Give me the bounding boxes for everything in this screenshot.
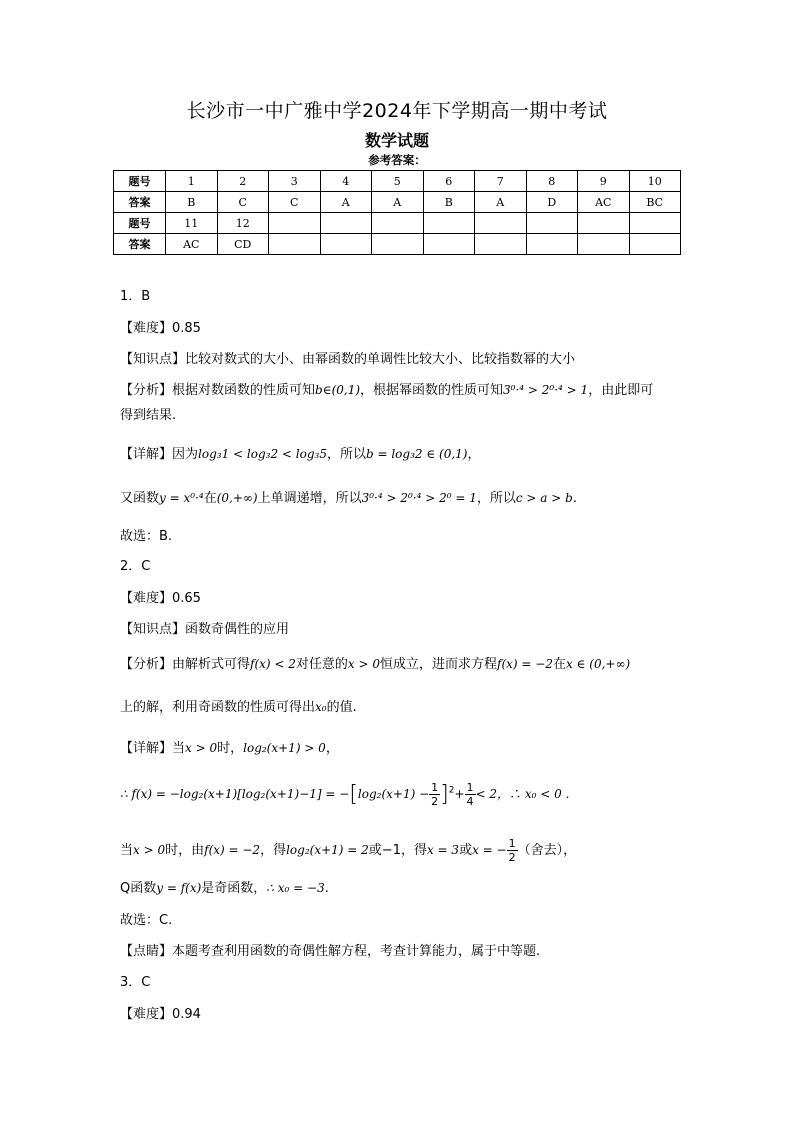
- q2-analysis-math-5: x₀: [315, 700, 327, 714]
- table-cell: 11: [166, 213, 218, 234]
- q2-line3-frac-den: 2: [508, 851, 516, 864]
- table-cell: 3: [269, 171, 321, 192]
- exam-subtitle: 数学试题: [364, 131, 429, 150]
- table-cell: 9: [578, 171, 630, 192]
- q2-eq-quarter-den: 4: [466, 795, 474, 808]
- reference-answers-label: 参考答案：: [368, 153, 426, 167]
- table-cell: C: [217, 192, 269, 213]
- q2-detail-math-2: log₂(x+1) > 0: [243, 741, 326, 755]
- q2-line3-math-5: x = −: [472, 843, 507, 857]
- table-row: [114, 192, 681, 213]
- q1-difficulty: 【难度】0.85: [120, 321, 201, 336]
- q1-detail2-math-1: y = x⁰·⁴: [159, 491, 204, 505]
- q3-difficulty: 【难度】0.94: [120, 1007, 201, 1022]
- q2-detail: [120, 737, 339, 756]
- table-cell: [629, 213, 681, 234]
- table-cell: [320, 213, 372, 234]
- q1-detail2-math-3: 3⁰·⁴ > 2⁰·⁴ > 2⁰ = 1: [361, 491, 477, 505]
- answer-table: [113, 170, 681, 255]
- q2-eq-quarter-num: 1: [466, 781, 474, 794]
- q2-eq-half-num: 1: [431, 781, 439, 794]
- q2-line4-text-c: .: [324, 881, 329, 896]
- q2-difficulty: 【难度】0.65: [120, 591, 201, 606]
- q2-analysis-math-1: f(x) < 2: [250, 657, 296, 671]
- q1-detail2-text-d: ，所以: [476, 491, 516, 506]
- q2-analysis-cont: [120, 696, 357, 715]
- q1-detail-text-b: ，所以: [326, 447, 366, 462]
- right-bracket-icon: ]: [440, 782, 449, 807]
- q1-analysis-text-c: ，由此即可: [588, 383, 654, 398]
- q2-eq-square: 2: [448, 785, 455, 796]
- q2-line4-math-2: ∴ x₀ = −3: [266, 881, 325, 895]
- table-cell: 10: [629, 171, 681, 192]
- table-row: [114, 213, 681, 234]
- exam-title: 长沙市一中广雅中学2024年下学期高一期中考试: [186, 100, 608, 122]
- q2-detail-math-1: x > 0: [185, 741, 218, 755]
- table-row-header: 题号: [114, 171, 166, 192]
- table-row: [114, 171, 681, 192]
- q2-eq-part-a: ∴ f(x) = −log₂(x+1)[log₂(x+1)−1] = −: [120, 787, 350, 801]
- q2-analysis-text-a: 【分析】由解析式可得: [120, 657, 251, 672]
- table-cell: CD: [217, 234, 269, 255]
- q2-choose: 故选：C.: [120, 913, 173, 928]
- q1-detail2-text-a: 又函数: [120, 491, 160, 506]
- q2-eq-quarter-fraction: [465, 781, 476, 808]
- q1-detail2-math-4: c > a > b: [515, 491, 573, 505]
- table-cell: AC: [166, 234, 218, 255]
- q1-detail-text-a: 【详解】因为: [120, 447, 199, 462]
- q1-analysis-text-a: 【分析】根据对数函数的性质可知: [120, 383, 316, 398]
- q2-analysis-math-2: x > 0: [347, 657, 381, 671]
- q1-analysis-math-2: 3⁰·⁴ > 2⁰·⁴ > 1: [503, 383, 589, 397]
- table-cell: [578, 234, 630, 255]
- q2-line3-fraction: [507, 837, 518, 864]
- q2-eq-part-d: < 2，∴ x₀ < 0 .: [475, 787, 570, 801]
- q2-knowledge: 【知识点】函数奇偶性的应用: [120, 622, 290, 637]
- table-cell: A: [475, 192, 527, 213]
- q2-analysis-math-4: x ∈ (0,+∞): [566, 657, 631, 671]
- table-cell: [320, 234, 372, 255]
- table-cell: 1: [166, 171, 218, 192]
- q2-analysis-text-f: 的值.: [326, 700, 357, 715]
- q2-eq-half-fraction: [429, 781, 440, 808]
- q2-detail-text-c: ，: [325, 741, 339, 756]
- q1-detail-math-1: log₃1 < log₃2 < log₃5: [198, 447, 327, 461]
- q2-line4-math-1: y = f(x): [156, 881, 202, 895]
- q2-line4-text-a: Q函数: [120, 881, 157, 896]
- q2-line3-math-2: f(x) = −2: [204, 843, 261, 857]
- table-cell: [269, 213, 321, 234]
- table-cell: [578, 213, 630, 234]
- table-cell: [423, 234, 475, 255]
- q1-detail2-text-c: 上单调递增，所以: [257, 491, 362, 506]
- table-row-header: 答案: [114, 192, 166, 213]
- q2-line3-text-d: 或−1，得: [368, 843, 427, 858]
- table-cell: [423, 213, 475, 234]
- q1-analysis: [120, 379, 653, 398]
- q2-detail-text-b: 时，: [217, 741, 244, 756]
- q1-analysis-math-1: b∈(0,1): [315, 383, 361, 397]
- table-row-header: 题号: [114, 213, 166, 234]
- table-cell: [372, 213, 424, 234]
- q1-detail2-math-2: (0,+∞): [216, 491, 258, 505]
- q2-line4: [120, 877, 329, 896]
- table-cell: [269, 234, 321, 255]
- q2-line3-math-3: log₂(x+1) = 2: [286, 843, 369, 857]
- q1-detail: [120, 443, 481, 462]
- q2-line4-text-b: 是奇函数，: [201, 881, 267, 896]
- q2-eq-half-den: 2: [431, 795, 439, 808]
- q2-analysis: [120, 653, 630, 672]
- table-cell: [629, 234, 681, 255]
- q2-equation: [120, 781, 569, 808]
- table-row: [114, 234, 681, 255]
- q1-analysis-text-b: ，根据幂函数的性质可知: [360, 383, 504, 398]
- table-cell: C: [269, 192, 321, 213]
- table-cell: 4: [320, 171, 372, 192]
- q1-detail2-text-b: 在: [203, 491, 217, 506]
- table-cell: B: [423, 192, 475, 213]
- q3-head: 3．C: [120, 975, 151, 990]
- table-cell: B: [166, 192, 218, 213]
- table-cell: 5: [372, 171, 424, 192]
- q2-analysis-text-c: 恒成立，进而求方程: [380, 657, 498, 672]
- q2-line3-text-e: 或: [459, 843, 473, 858]
- q2-line3-text-b: 时，由: [165, 843, 205, 858]
- q2-analysis-text-e: 上的解，利用奇函数的性质可得出: [120, 700, 316, 715]
- q1-choose: 故选：B.: [120, 529, 173, 544]
- left-bracket-icon: [: [349, 782, 358, 807]
- q2-line3-math-4: x = 3: [426, 843, 460, 857]
- table-cell: 7: [475, 171, 527, 192]
- q2-line3-frac-num: 1: [508, 837, 516, 850]
- q2-eq-plus: +: [454, 787, 465, 801]
- table-cell: A: [372, 192, 424, 213]
- table-cell: [475, 213, 527, 234]
- table-cell: [475, 234, 527, 255]
- q1-analysis-cont: 得到结果.: [120, 408, 177, 423]
- q2-line3-text-a: 当: [120, 843, 134, 858]
- q2-eq-part-b: log₂(x+1) −: [357, 787, 430, 801]
- q2-analysis-math-3: f(x) = −2: [497, 657, 553, 671]
- table-cell: D: [526, 192, 578, 213]
- table-cell: AC: [578, 192, 630, 213]
- q1-detail2-text-e: .: [572, 491, 577, 506]
- q2-head: 2．C: [120, 559, 151, 574]
- table-cell: 12: [217, 213, 269, 234]
- q1-head: 1．B: [120, 289, 151, 304]
- table-cell: [372, 234, 424, 255]
- q2-line3-text-f: （舍去），: [517, 843, 577, 858]
- table-cell: [526, 213, 578, 234]
- q1-knowledge: 【知识点】比较对数式的大小、由幂函数的单调性比较大小、比较指数幂的大小: [120, 352, 576, 367]
- q2-analysis-text-b: 对任意的: [295, 657, 348, 672]
- q1-detail-2: [120, 487, 577, 506]
- table-cell: [526, 234, 578, 255]
- q2-detail-text-a: 【详解】当: [120, 741, 186, 756]
- table-cell: 2: [217, 171, 269, 192]
- table-cell: 8: [526, 171, 578, 192]
- q2-comment: 【点睛】本题考查利用函数的奇偶性解方程，考查计算能力，属于中等题.: [120, 944, 541, 959]
- table-cell: BC: [629, 192, 681, 213]
- table-cell: 6: [423, 171, 475, 192]
- q2-line3-math-1: x > 0: [133, 843, 166, 857]
- q2-line3-text-c: ，得: [260, 843, 287, 858]
- table-row-header: 答案: [114, 234, 166, 255]
- q1-detail-text-c: ，: [467, 447, 481, 462]
- table-cell: A: [320, 192, 372, 213]
- q2-analysis-text-d: 在: [552, 657, 566, 672]
- q2-line3: [120, 837, 576, 864]
- q1-detail-math-2: b = log₃2 ∈ (0,1): [365, 447, 468, 461]
